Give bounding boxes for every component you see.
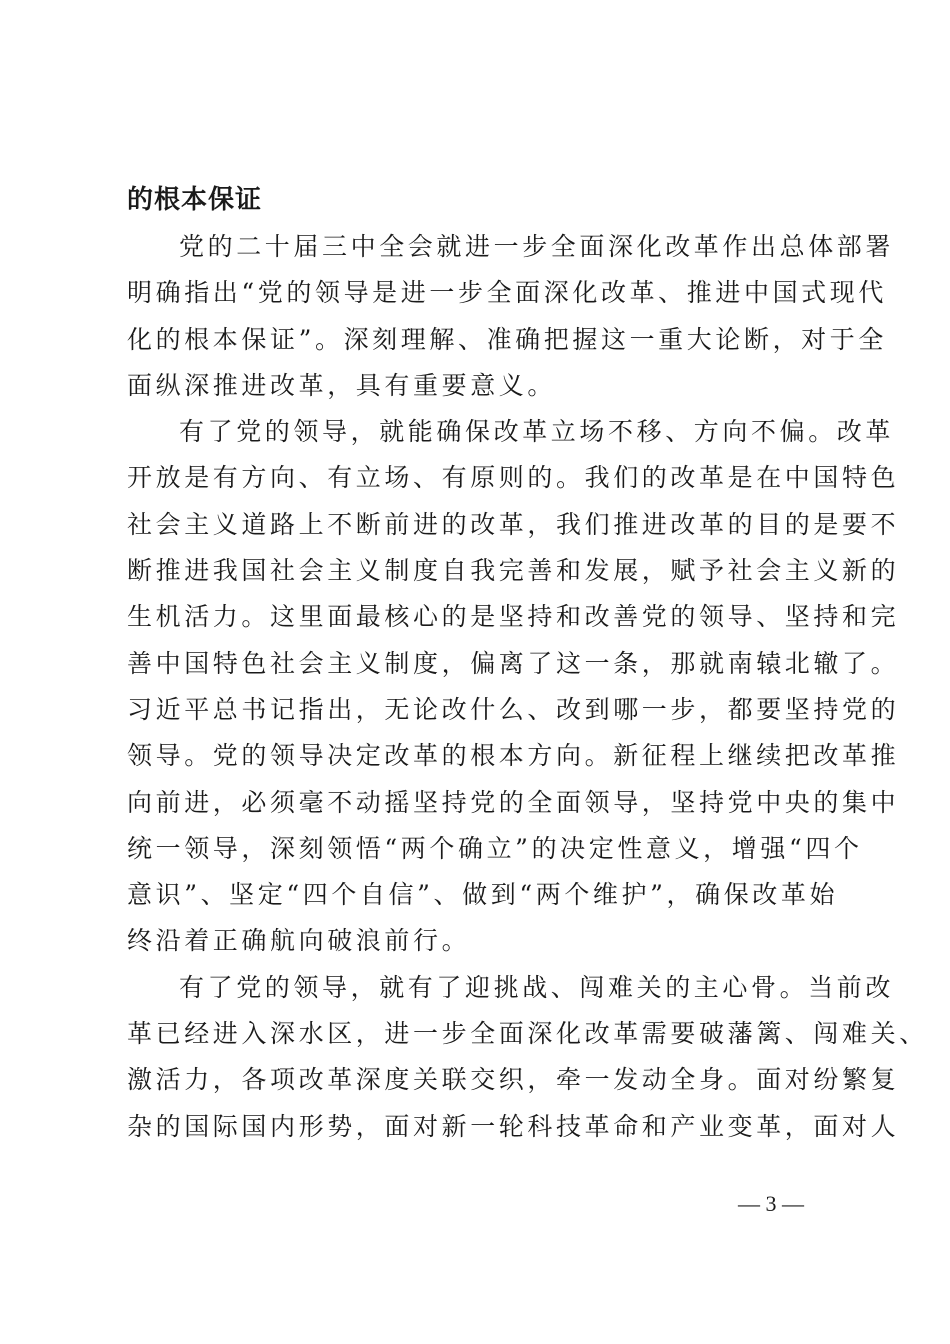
page-number: — 3 — <box>738 1191 804 1216</box>
body-text <box>127 224 928 1150</box>
text-line: 党的二十届三中全会就进一步全面深化改革作出总体部署 <box>179 232 895 261</box>
text-line: 化的根本保证”。深刻理解、准确把握这一重大论断，对于全 <box>127 324 887 354</box>
text-line: 明确指出“党的领导是进一步全面深化改革、推进中国式现代 <box>127 278 887 308</box>
text-line: 革已经进入深水区，进一步全面深化改革需要破藩篱、闯难关、 <box>127 1019 928 1049</box>
text-line: 领导。党的领导决定改革的根本方向。新征程上继续把改革推 <box>127 741 900 771</box>
text-line: 开放是有方向、有立场、有原则的。我们的改革是在中国特色 <box>127 463 900 493</box>
text-line: 杂的国际国内形势，面对新一轮科技革命和产业变革，面对人 <box>127 1111 900 1141</box>
section-heading: 的根本保证 <box>127 185 263 215</box>
text-line: 生机活力。这里面最核心的是坚持和改善党的领导、坚持和完 <box>127 602 900 632</box>
text-line: 向前进，必须毫不动摇坚持党的全面领导，坚持党中央的集中 <box>127 787 900 817</box>
text-line: 有了党的领导，就有了迎挑战、闯难关的主心骨。当前改 <box>179 972 895 1002</box>
text-line: 统一领导，深刻领悟“两个确立”的决定性意义，增强“四个 <box>127 833 863 863</box>
text-line: 社会主义道路上不断前进的改革，我们推进改革的目的是要不 <box>127 509 900 539</box>
text-line: 断推进我国社会主义制度自我完善和发展，赋予社会主义新的 <box>127 556 900 586</box>
text-line: 面纵深推进改革，具有重要意义。 <box>127 370 557 400</box>
text-line: 意识”、坚定“四个自信”、做到“两个维护”，确保改革始 <box>127 880 839 910</box>
text-line: 终沿着正确航向破浪前行。 <box>127 926 471 956</box>
text-line: 习近平总书记指出，无论改什么、改到哪一步，都要坚持党的 <box>127 694 900 724</box>
text-line: 有了党的领导，就能确保改革立场不移、方向不偏。改革 <box>179 417 895 447</box>
text-line: 善中国特色社会主义制度，偏离了这一条，那就南辕北辙了。 <box>127 648 900 678</box>
text-line: 激活力，各项改革深度关联交织，牵一发动全身。面对纷繁复 <box>127 1065 900 1095</box>
